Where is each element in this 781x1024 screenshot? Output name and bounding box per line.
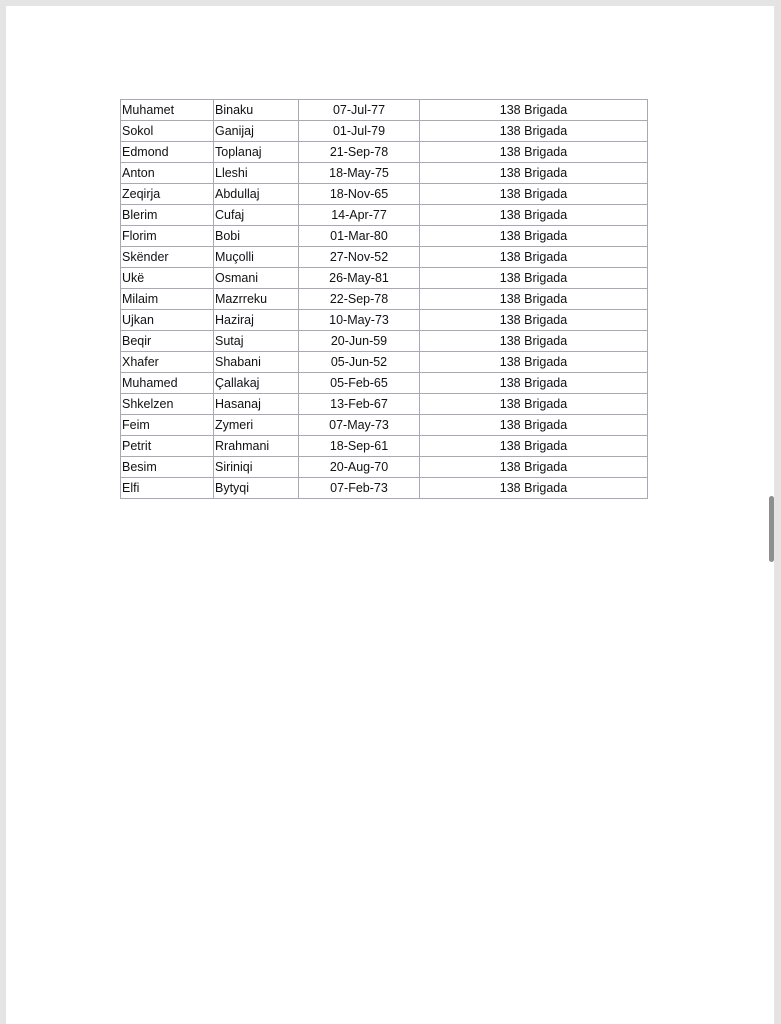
first-name-cell: Florim: [121, 226, 214, 247]
table-row: [121, 205, 648, 226]
date-cell: 18-May-75: [299, 163, 420, 184]
first-name-cell: Muhamed: [121, 373, 214, 394]
last-name-cell: Haziraj: [214, 310, 299, 331]
last-name-cell: Osmani: [214, 268, 299, 289]
first-name-cell: Muhamet: [121, 100, 214, 121]
date-cell: 20-Jun-59: [299, 331, 420, 352]
date-cell: 07-May-73: [299, 415, 420, 436]
date-cell: 27-Nov-52: [299, 247, 420, 268]
table-row: [121, 310, 648, 331]
first-name-cell: Blerim: [121, 205, 214, 226]
date-cell: 07-Feb-73: [299, 478, 420, 499]
table-row: [121, 289, 648, 310]
unit-cell: 138 Brigada: [420, 394, 648, 415]
first-name-cell: Beqir: [121, 331, 214, 352]
table-row: [121, 415, 648, 436]
unit-cell: 138 Brigada: [420, 436, 648, 457]
first-name-cell: Ujkan: [121, 310, 214, 331]
records-table-body: [121, 100, 648, 499]
first-name-cell: Xhafer: [121, 352, 214, 373]
unit-cell: 138 Brigada: [420, 457, 648, 478]
last-name-cell: Rrahmani: [214, 436, 299, 457]
table-row: [121, 394, 648, 415]
first-name-cell: Edmond: [121, 142, 214, 163]
last-name-cell: Cufaj: [214, 205, 299, 226]
last-name-cell: Ganijaj: [214, 121, 299, 142]
document-page: [6, 6, 774, 1024]
first-name-cell: Ukë: [121, 268, 214, 289]
date-cell: 21-Sep-78: [299, 142, 420, 163]
last-name-cell: Bytyqi: [214, 478, 299, 499]
unit-cell: 138 Brigada: [420, 310, 648, 331]
unit-cell: 138 Brigada: [420, 205, 648, 226]
unit-cell: 138 Brigada: [420, 121, 648, 142]
unit-cell: 138 Brigada: [420, 352, 648, 373]
first-name-cell: Zeqirja: [121, 184, 214, 205]
table-row: [121, 352, 648, 373]
last-name-cell: Sutaj: [214, 331, 299, 352]
last-name-cell: Shabani: [214, 352, 299, 373]
date-cell: 22-Sep-78: [299, 289, 420, 310]
unit-cell: 138 Brigada: [420, 268, 648, 289]
last-name-cell: Bobi: [214, 226, 299, 247]
first-name-cell: Skënder: [121, 247, 214, 268]
first-name-cell: Shkelzen: [121, 394, 214, 415]
table-row: [121, 373, 648, 394]
last-name-cell: Hasanaj: [214, 394, 299, 415]
first-name-cell: Besim: [121, 457, 214, 478]
unit-cell: 138 Brigada: [420, 331, 648, 352]
unit-cell: 138 Brigada: [420, 478, 648, 499]
date-cell: 01-Jul-79: [299, 121, 420, 142]
records-table: [120, 99, 648, 499]
table-row: [121, 121, 648, 142]
first-name-cell: Elfi: [121, 478, 214, 499]
date-cell: 10-May-73: [299, 310, 420, 331]
unit-cell: 138 Brigada: [420, 100, 648, 121]
last-name-cell: Toplanaj: [214, 142, 299, 163]
table-row: [121, 436, 648, 457]
first-name-cell: Petrit: [121, 436, 214, 457]
unit-cell: 138 Brigada: [420, 415, 648, 436]
table-row: [121, 163, 648, 184]
unit-cell: 138 Brigada: [420, 226, 648, 247]
unit-cell: 138 Brigada: [420, 289, 648, 310]
last-name-cell: Siriniqi: [214, 457, 299, 478]
table-row: [121, 100, 648, 121]
table-row: [121, 457, 648, 478]
unit-cell: 138 Brigada: [420, 142, 648, 163]
unit-cell: 138 Brigada: [420, 163, 648, 184]
unit-cell: 138 Brigada: [420, 184, 648, 205]
date-cell: 05-Feb-65: [299, 373, 420, 394]
last-name-cell: Abdullaj: [214, 184, 299, 205]
last-name-cell: Binaku: [214, 100, 299, 121]
table-row: [121, 478, 648, 499]
table-row: [121, 247, 648, 268]
table-row: [121, 184, 648, 205]
date-cell: 26-May-81: [299, 268, 420, 289]
table-row: [121, 226, 648, 247]
unit-cell: 138 Brigada: [420, 373, 648, 394]
first-name-cell: Anton: [121, 163, 214, 184]
date-cell: 07-Jul-77: [299, 100, 420, 121]
last-name-cell: Zymeri: [214, 415, 299, 436]
date-cell: 01-Mar-80: [299, 226, 420, 247]
date-cell: 18-Sep-61: [299, 436, 420, 457]
date-cell: 20-Aug-70: [299, 457, 420, 478]
first-name-cell: Feim: [121, 415, 214, 436]
table-row: [121, 331, 648, 352]
date-cell: 13-Feb-67: [299, 394, 420, 415]
last-name-cell: Mazrreku: [214, 289, 299, 310]
date-cell: 14-Apr-77: [299, 205, 420, 226]
last-name-cell: Çallakaj: [214, 373, 299, 394]
last-name-cell: Muçolli: [214, 247, 299, 268]
date-cell: 18-Nov-65: [299, 184, 420, 205]
first-name-cell: Milaim: [121, 289, 214, 310]
last-name-cell: Lleshi: [214, 163, 299, 184]
table-row: [121, 268, 648, 289]
first-name-cell: Sokol: [121, 121, 214, 142]
scrollbar-thumb[interactable]: [769, 496, 774, 562]
date-cell: 05-Jun-52: [299, 352, 420, 373]
table-row: [121, 142, 648, 163]
unit-cell: 138 Brigada: [420, 247, 648, 268]
